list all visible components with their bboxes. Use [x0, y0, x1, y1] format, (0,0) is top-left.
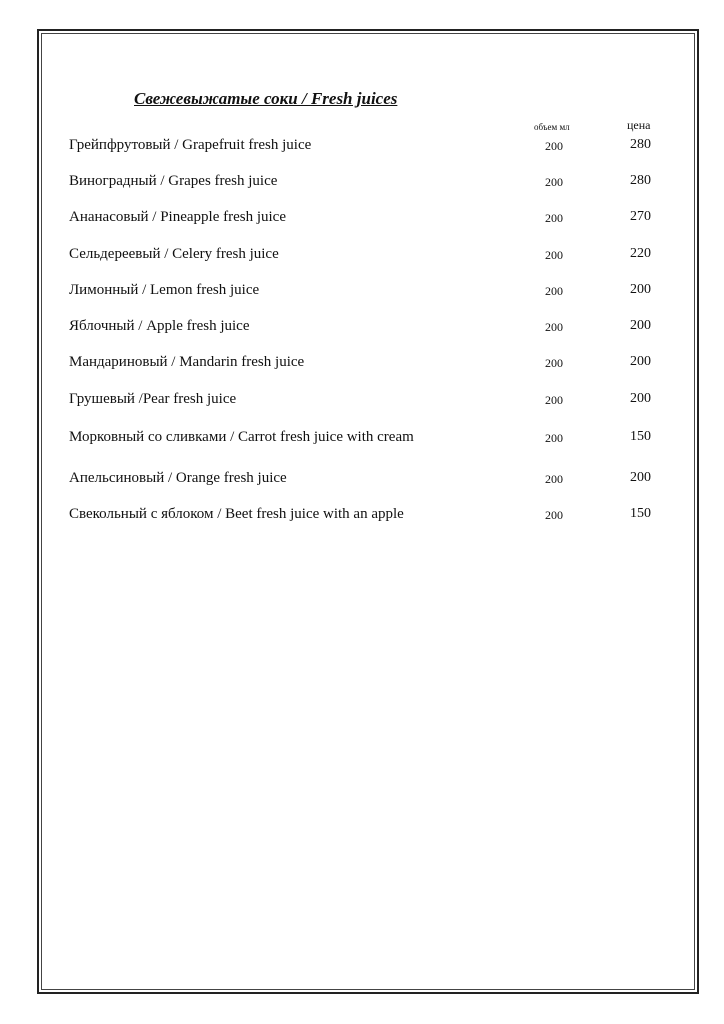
- menu-item-volume: 200: [545, 139, 563, 153]
- menu-item-volume: 200: [545, 320, 563, 334]
- menu-item-name: Виноградный / Grapes fresh juice: [69, 173, 278, 189]
- menu-item-volume: 200: [545, 393, 563, 407]
- menu-item-row: [69, 173, 669, 193]
- menu-item-volume: 200: [545, 284, 563, 298]
- menu-item-price: 280: [630, 173, 651, 188]
- menu-item-volume: 200: [545, 472, 563, 486]
- menu-item-volume: 200: [545, 356, 563, 370]
- menu-item-price: 150: [630, 429, 651, 444]
- menu-item-price: 200: [630, 354, 651, 369]
- menu-item-name: Грушевый /Pear fresh juice: [69, 391, 237, 407]
- menu-item-price: 200: [630, 391, 651, 406]
- menu-title: Свежевыжатые соки / Fresh juices: [134, 89, 398, 108]
- menu-item-name: Апельсиновый / Orange fresh juice: [69, 470, 287, 486]
- menu-item-price: 270: [630, 209, 651, 224]
- menu-item-price: 200: [630, 470, 651, 485]
- menu-item-volume: 200: [545, 431, 563, 445]
- menu-item-row: [69, 506, 669, 526]
- menu-item-name: Грейпфрутовый / Grapefruit fresh juice: [69, 137, 312, 153]
- menu-item-price: 150: [630, 506, 651, 521]
- menu-item-price: 200: [630, 318, 651, 333]
- menu-item-row: [69, 391, 669, 411]
- volume-column-header: объем мл: [534, 122, 570, 132]
- menu-item-name: Сельдереевый / Celery fresh juice: [69, 246, 279, 262]
- menu-item-volume: 200: [545, 248, 563, 262]
- menu-item-price: 280: [630, 137, 651, 152]
- menu-item-volume: 200: [545, 211, 563, 225]
- menu-item-volume: 200: [545, 175, 563, 189]
- menu-item-volume: 200: [545, 508, 563, 522]
- price-column-header: цена: [627, 118, 651, 132]
- menu-item-row: [69, 282, 669, 302]
- menu-item-name: Яблочный / Apple fresh juice: [69, 318, 250, 334]
- menu-item-row: [69, 246, 669, 266]
- menu-item-row: [69, 137, 669, 157]
- menu-item-name: Морковный со сливками / Carrot fresh juice with cream: [69, 429, 414, 445]
- menu-item-price: 220: [630, 246, 651, 261]
- menu-item-row: [69, 429, 669, 449]
- menu-item-name: Мандариновый / Mandarin fresh juice: [69, 354, 305, 370]
- menu-item-row: [69, 318, 669, 338]
- menu-item-name: Лимонный / Lemon fresh juice: [69, 282, 260, 298]
- menu-item-row: [69, 354, 669, 374]
- menu-item-price: 200: [630, 282, 651, 297]
- menu-item-name: Ананасовый / Pineapple fresh juice: [69, 209, 287, 225]
- menu-item-row: [69, 209, 669, 229]
- menu-item-name: Свекольный с яблоком / Beet fresh juice with an apple: [69, 506, 404, 522]
- menu-item-row: [69, 470, 669, 490]
